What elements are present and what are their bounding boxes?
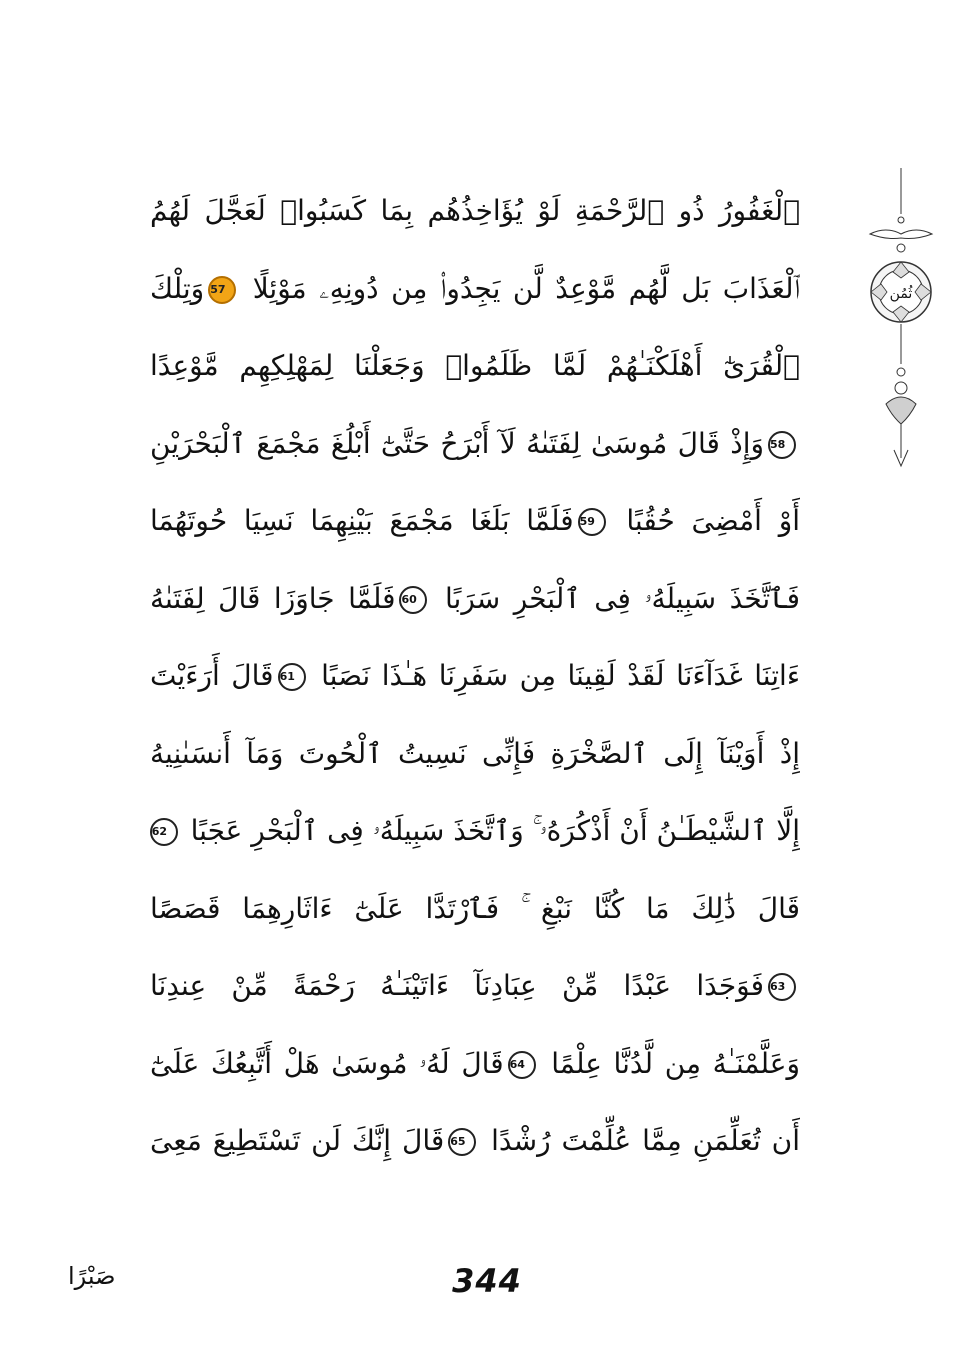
text-line	[150, 643, 800, 709]
svg-text:ثُمُن: ثُمُن	[889, 286, 913, 302]
text-line	[150, 488, 800, 554]
text-line	[150, 1108, 800, 1174]
verse-text: فَوَجَدَا عَبْدًا مِّنْ عِبَادِنَآ ءَاتَيْنَـٰهُ رَحْمَةً مِّنْ عِندِنَا	[150, 969, 764, 1002]
verse-text: أَن تُعَلِّمَنِ مِمَّا عُلِّمْتَ رُشْدًا	[491, 1124, 800, 1157]
verse-text: وَإِذْ قَالَ مُوسَىٰ لِفَتَىٰهُ لَآ أَبْرَحُ حَتَّىٰٓ أَبْلُغَ مَجْمَعَ ٱلْبَحْرَيْنِ	[150, 426, 764, 460]
verse-text: قَالَ إِنَّكَ لَن تَسْتَطِيعَ مَعِىَ	[150, 1124, 445, 1157]
verse-text: أَوْ أَمْضِىَ حُقُبًا	[626, 504, 800, 537]
ayah-number-marker: 65	[448, 1128, 476, 1156]
verse-text: قَالَ أَرَءَيْتَ	[150, 659, 274, 692]
ayah-number-marker: 61	[278, 663, 306, 691]
verse-text: إِلَّا ٱلشَّيْطَـٰنُ أَنْ أَذْكُرَهُۥ ۚ وَٱتَّخَذَ سَبِيلَهُۥ فِى ٱلْبَحْرِ عَجَبًا	[190, 814, 800, 847]
text-line	[150, 178, 800, 244]
ayah-number-marker: 62	[150, 818, 178, 846]
text-line	[150, 333, 800, 399]
verse-text: ٱلْعَذَابَ بَل لَّهُم مَّوْعِدٌ لَّن يَجِدُوا۟ مِن دُونِهِۦ مَوْئِلًا	[252, 271, 800, 305]
verse-text: فَلَمَّا جَاوَزَا قَالَ لِفَتَىٰهُ	[150, 581, 396, 615]
verse-text: قَالَ لَهُۥ مُوسَىٰ هَلْ أَتَّبِعُكَ عَلَىٰٓ	[150, 1046, 504, 1080]
ayah-number-marker: 57	[208, 276, 236, 304]
text-line	[150, 566, 800, 632]
verse-text: وَتِلْكَ	[150, 271, 205, 305]
verse-text: ءَاتِنَا غَدَآءَنَا لَقَدْ لَقِينَا مِن سَفَرِنَا هَـٰذَا نَصَبًا	[321, 659, 800, 692]
text-line	[150, 1031, 800, 1097]
hizb-quarter-ornament-icon	[866, 168, 936, 468]
text-line	[150, 411, 800, 477]
mushaf-text-block	[150, 178, 800, 1188]
ayah-number-marker: 63	[768, 973, 796, 1001]
text-line	[150, 721, 800, 787]
text-line	[150, 256, 800, 322]
verse-text: وَعَلَّمْنَـٰهُ مِن لَّدُنَّا عِلْمًا	[551, 1046, 800, 1080]
ayah-number-marker: 64	[508, 1051, 536, 1079]
verse-text: إِذْ أَوَيْنَآ إِلَى ٱلصَّخْرَةِ فَإِنِّى نَسِيتُ ٱلْحُوتَ وَمَآ أَنسَىٰنِيهُ	[150, 736, 800, 770]
text-line	[150, 876, 800, 942]
ayah-number-marker: 59	[578, 508, 606, 536]
text-line	[150, 798, 800, 864]
text-line	[150, 953, 800, 1019]
catchword: صَبْرًا	[68, 1262, 116, 1290]
verse-text: ٱلْغَفُورُ ذُو ٱلرَّحْمَةِ لَوْ يُؤَاخِذُهُم بِمَا كَسَبُوا۟ لَعَجَّلَ لَهُمُ	[150, 194, 800, 227]
ayah-number-marker: 60	[399, 586, 427, 614]
ayah-number-marker: 58	[768, 431, 796, 459]
verse-text: فَلَمَّا بَلَغَا مَجْمَعَ بَيْنِهِمَا نَسِيَا حُوتَهُمَا	[150, 504, 574, 537]
verse-text: فَٱتَّخَذَ سَبِيلَهُۥ فِى ٱلْبَحْرِ سَرَبًا	[445, 581, 800, 615]
verse-text: ٱلْقُرَىٰٓ أَهْلَكْنَـٰهُمْ لَمَّا ظَلَمُوا۟ وَجَعَلْنَا لِمَهْلِكِهِم مَّوْعِدًا	[150, 349, 800, 382]
page-number: 344	[452, 1262, 522, 1300]
verse-text: قَالَ ذَٰلِكَ مَا كُنَّا نَبْغِ ۚ فَٱرْتَدَّا عَلَىٰٓ ءَاثَارِهِمَا قَصَصًا	[150, 891, 800, 925]
